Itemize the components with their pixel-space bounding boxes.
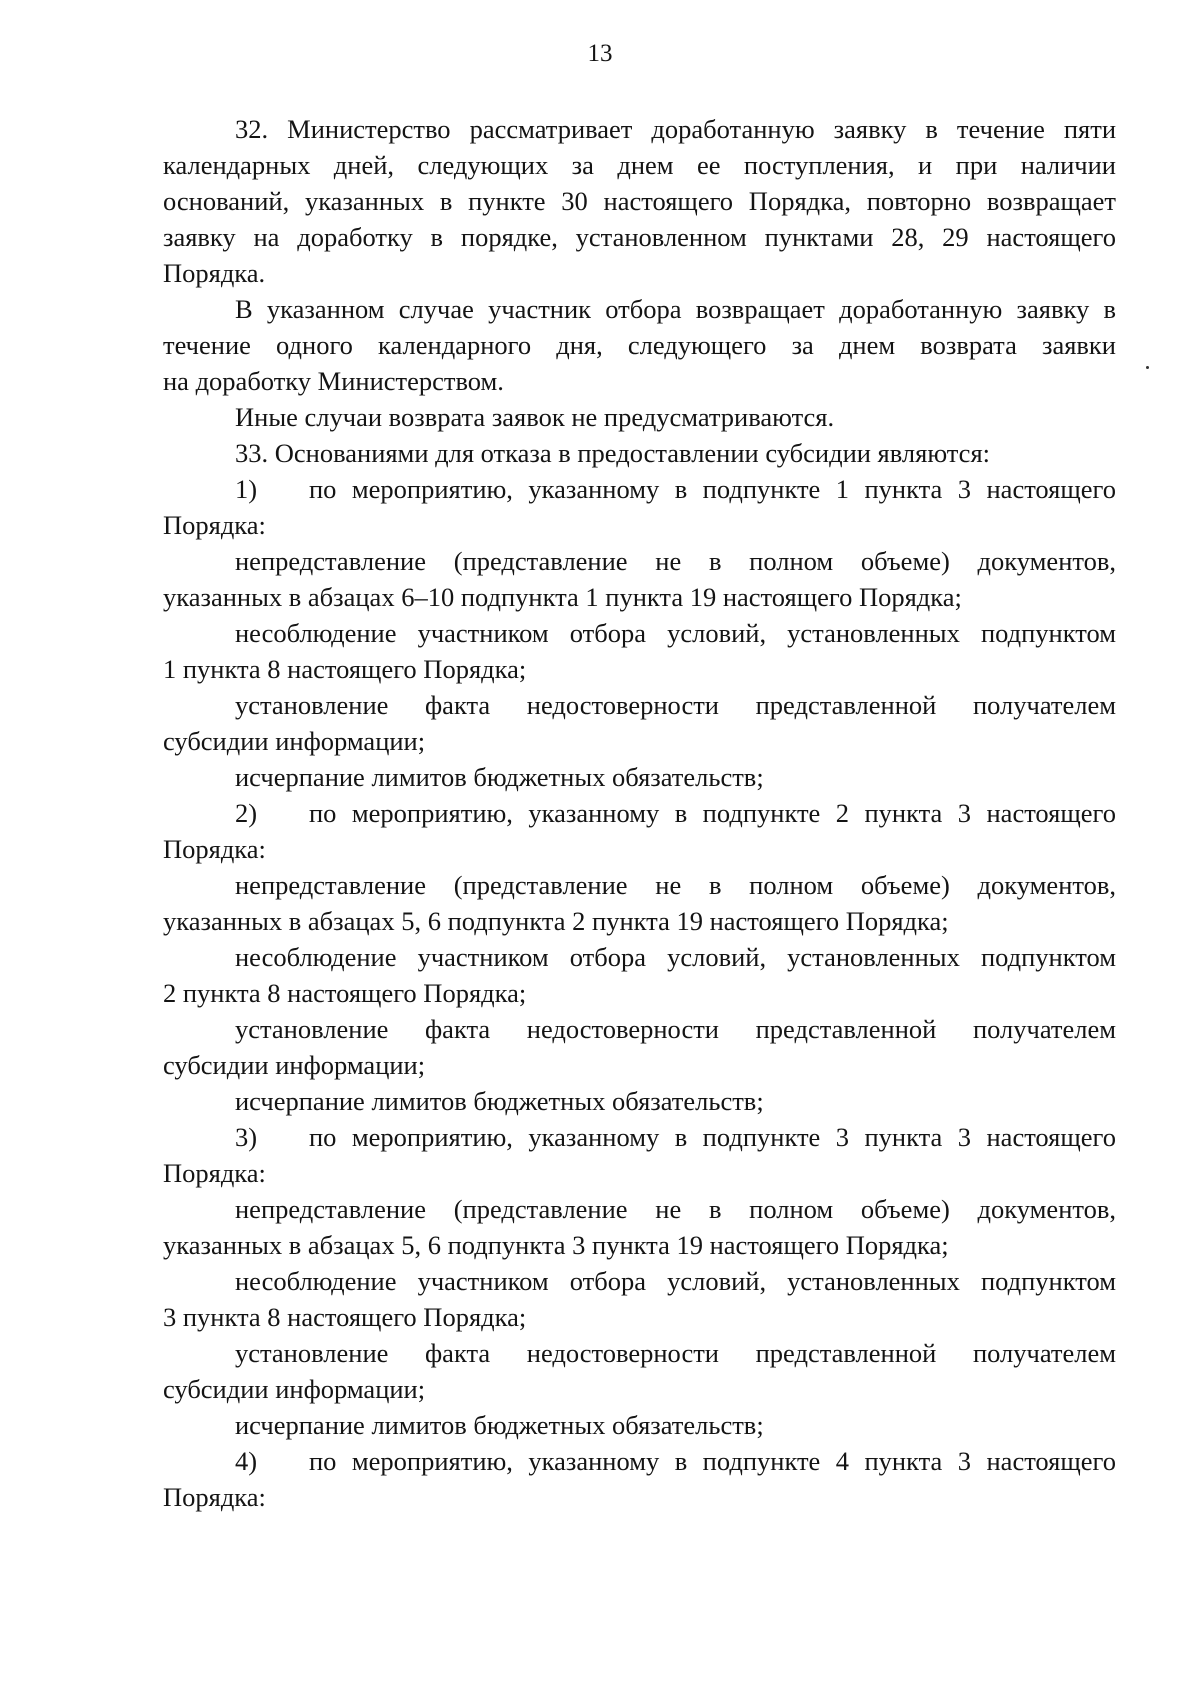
paragraph-first-line: 33. Основаниями для отказа в предоставлении субсидии являются: xyxy=(235,438,990,468)
list-item-text: по мероприятию, указанному в подпункте 4 пункта 3 настоящего xyxy=(309,1446,1116,1476)
paragraph-line: Порядка: xyxy=(163,510,266,540)
paragraph-line: Порядка: xyxy=(163,834,266,864)
paragraph-first-line: несоблюдение участником отбора условий, установленных подпунктом xyxy=(235,1266,1116,1296)
list-item-text: по мероприятию, указанному в подпункте 2 пункта 3 настоящего xyxy=(309,798,1116,828)
paragraph-line: заявку на доработку в порядке, установленном пунктами 28, 29 настоящего xyxy=(163,222,1116,252)
paragraph-first-line: Иные случаи возврата заявок не предусматриваются. xyxy=(235,402,835,432)
paragraph-first-line: исчерпание лимитов бюджетных обязательств; xyxy=(235,1410,764,1440)
paragraph-line: Порядка: xyxy=(163,1158,266,1188)
paragraph-line: течение одного календарного дня, следующего за днем возврата заявки xyxy=(163,330,1116,360)
paragraph-line: 2 пункта 8 настоящего Порядка; xyxy=(163,978,527,1008)
paragraph-line: указанных в абзацах 5, 6 подпункта 2 пункта 19 настоящего Порядка; xyxy=(163,906,949,936)
paragraph-first-line: исчерпание лимитов бюджетных обязательств; xyxy=(235,1086,764,1116)
paragraph-first-line: установление факта недостоверности представленной получателем xyxy=(235,1014,1116,1044)
paragraph-line: 3 пункта 8 настоящего Порядка; xyxy=(163,1302,527,1332)
list-item-line xyxy=(163,795,1116,831)
paragraph-line: на доработку Министерством. xyxy=(163,366,504,396)
list-item-number: 4) xyxy=(235,1446,258,1476)
paragraph-first-line: непредставление (представление не в полном объеме) документов, xyxy=(235,546,1116,576)
list-item-number: 2) xyxy=(235,798,258,828)
paragraph-first-line: В указанном случае участник отбора возвращает доработанную заявку в xyxy=(235,294,1116,324)
paragraph-line: оснований, указанных в пункте 30 настоящего Порядка, повторно возвращает xyxy=(163,186,1116,216)
paragraph-line: указанных в абзацах 5, 6 подпункта 3 пункта 19 настоящего Порядка; xyxy=(163,1230,949,1260)
list-item-text: по мероприятию, указанному в подпункте 3 пункта 3 настоящего xyxy=(309,1122,1116,1152)
paragraph-line: Порядка: xyxy=(163,1482,266,1512)
paragraph-line: субсидии информации; xyxy=(163,726,426,756)
paragraph-line: Порядка. xyxy=(163,258,266,288)
paragraph-line: календарных дней, следующих за днем ее поступления, и при наличии xyxy=(163,150,1116,180)
paragraph-line: указанных в абзацах 6–10 подпункта 1 пункта 19 настоящего Порядка; xyxy=(163,582,962,612)
document-body xyxy=(163,111,1116,1515)
paragraph-first-line: несоблюдение участником отбора условий, установленных подпунктом xyxy=(235,618,1116,648)
paragraph-line: субсидии информации; xyxy=(163,1050,426,1080)
paragraph-first-line: установление факта недостоверности представленной получателем xyxy=(235,690,1116,720)
paragraph-first-line: 32. Министерство рассматривает доработанную заявку в течение пяти xyxy=(235,114,1116,144)
paragraph-line: 1 пункта 8 настоящего Порядка; xyxy=(163,654,527,684)
paragraph-first-line: несоблюдение участником отбора условий, установленных подпунктом xyxy=(235,942,1116,972)
paragraph-line: субсидии информации; xyxy=(163,1374,426,1404)
paragraph-first-line: установление факта недостоверности представленной получателем xyxy=(235,1338,1116,1368)
scan-speck xyxy=(1146,366,1149,369)
paragraph-first-line: непредставление (представление не в полном объеме) документов, xyxy=(235,870,1116,900)
page-number: 13 xyxy=(587,40,613,67)
list-item-number: 1) xyxy=(235,474,258,504)
paragraph-first-line: непредставление (представление не в полном объеме) документов, xyxy=(235,1194,1116,1224)
list-item-number: 3) xyxy=(235,1122,258,1152)
list-item-line xyxy=(163,1119,1116,1155)
list-item-text: по мероприятию, указанному в подпункте 1 пункта 3 настоящего xyxy=(309,474,1116,504)
paragraph-first-line: исчерпание лимитов бюджетных обязательств; xyxy=(235,762,764,792)
list-item-line xyxy=(163,1443,1116,1479)
list-item-line xyxy=(163,471,1116,507)
